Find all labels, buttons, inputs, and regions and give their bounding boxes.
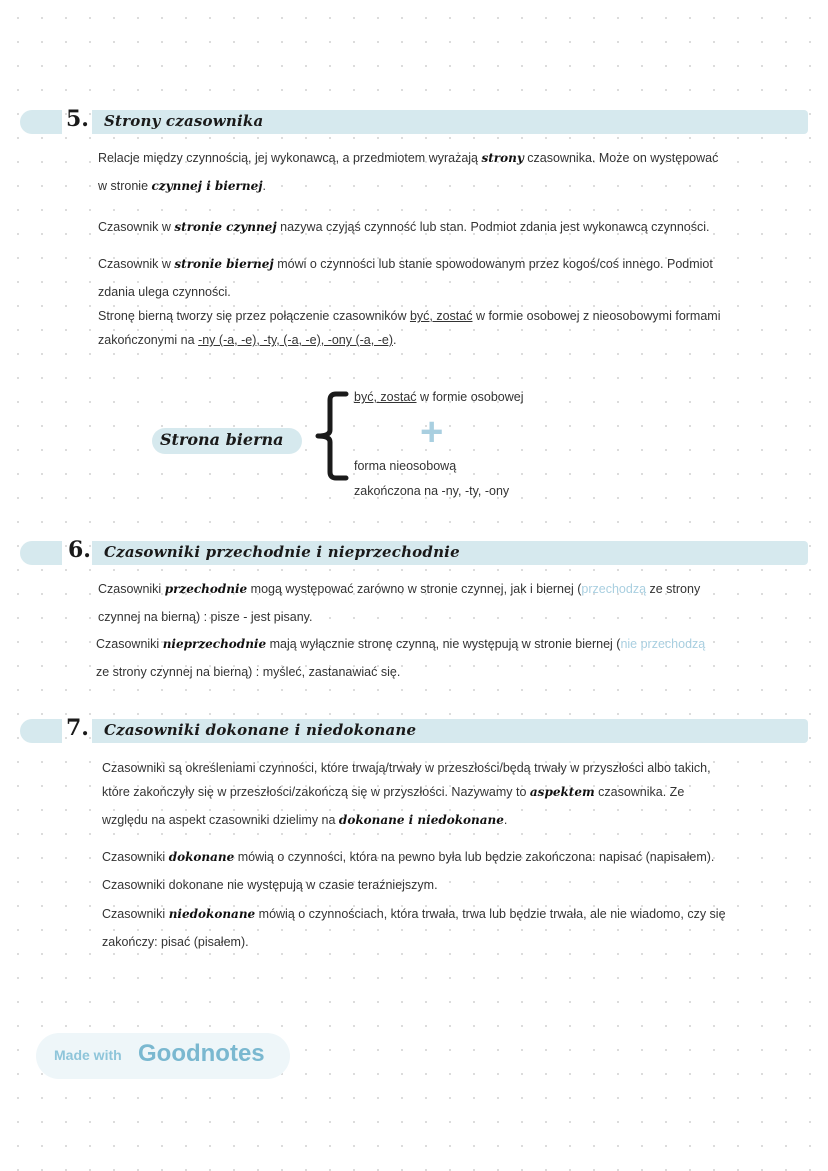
diagram-bottom-1: forma nieosobową xyxy=(354,459,457,473)
section-6-bar-left xyxy=(20,541,62,565)
s6-line-1: Czasowniki przechodnie mogą występować zarówno w stronie czynnej, jak i biernej (przechodzą ze strony xyxy=(98,582,701,596)
s5-line-7: zakończonymi na -ny (-a, -e), -ty, (-a, -e), -ony (-a, -e). xyxy=(98,333,397,347)
s6-line-3: Czasowniki nieprzechodnie mają wyłącznie stronę czynną, nie występują w stronie biernej (nie przechodzą xyxy=(96,637,706,651)
s7-line-7: zakończy: pisać (pisałem). xyxy=(102,935,249,949)
section-5-bar-left xyxy=(20,110,62,134)
section-7-title: Czasowniki dokonane i niedokonane xyxy=(104,721,417,739)
s5-line-6: Stronę bierną tworzy się przez połączenie czasowników być, zostać w formie osobowej z nieosobowymi formami xyxy=(98,309,721,323)
s6-line-4: ze strony czynnej na bierną) : myśleć, zastanawiać się. xyxy=(96,665,401,679)
badge-brand: Goodnotes xyxy=(138,1040,265,1067)
s7-line-3: względu na aspekt czasowniki dzielimy na dokonane i niedokonane. xyxy=(102,813,508,827)
badge-made-with: Made with xyxy=(54,1047,122,1063)
s7-line-6: Czasowniki niedokonane mówią o czynnościach, która trwała, trwa lub będzie trwała, ale nie wiadomo, czy się xyxy=(102,907,726,921)
diagram-top-text: być, zostać w formie osobowej xyxy=(354,390,524,404)
s7-line-4: Czasowniki dokonane mówią o czynności, która na pewno była lub będzie zakończona: napisać (napisałem). xyxy=(102,850,715,864)
s5-line-3: Czasownik w stronie czynnej nazywa czyjąś czynność lub stan. Podmiot zdania jest wykonawcą czynności. xyxy=(98,220,710,234)
section-5-number: 5. xyxy=(66,106,89,132)
s7-line-2: które zakończyły się w przeszłości/zakończą się w przyszłości. Nazywamy to aspektem czasownika. Ze xyxy=(102,785,685,799)
section-6-number: 6. xyxy=(68,537,91,563)
plus-icon: + xyxy=(420,410,444,454)
diagram-label: Strona bierna xyxy=(160,430,284,449)
diagram-bottom-2: zakończona na -ny, -ty, -ony xyxy=(354,484,510,498)
s5-line-4: Czasownik w stronie biernej mówi o czynności lub stanie spowodowanym przez kogoś/coś innego. Podmiot xyxy=(98,257,713,271)
s6-line-2: czynnej na bierną) : pisze - jest pisany. xyxy=(98,610,313,624)
s7-line-5: Czasowniki dokonane nie występują w czasie teraźniejszym. xyxy=(102,878,438,892)
section-5-title: Strony czasownika xyxy=(104,112,264,130)
s7-line-1: Czasowniki są określeniami czynności, które trwają/trwały w przeszłości/będą trwały w przyszłości albo takich, xyxy=(102,761,711,775)
s5-line-5: zdania ulega czynności. xyxy=(98,285,231,299)
section-7-bar-left xyxy=(20,719,62,743)
section-7-number: 7. xyxy=(66,715,89,741)
s5-line-2: w stronie czynnej i biernej. xyxy=(98,179,267,193)
curly-brace-icon xyxy=(308,390,352,482)
section-6-title: Czasowniki przechodnie i nieprzechodnie xyxy=(104,543,460,561)
s5-line-1: Relacje między czynnością, jej wykonawcą, a przedmiotem wyrażają strony czasownika. Może on występować xyxy=(98,151,719,165)
